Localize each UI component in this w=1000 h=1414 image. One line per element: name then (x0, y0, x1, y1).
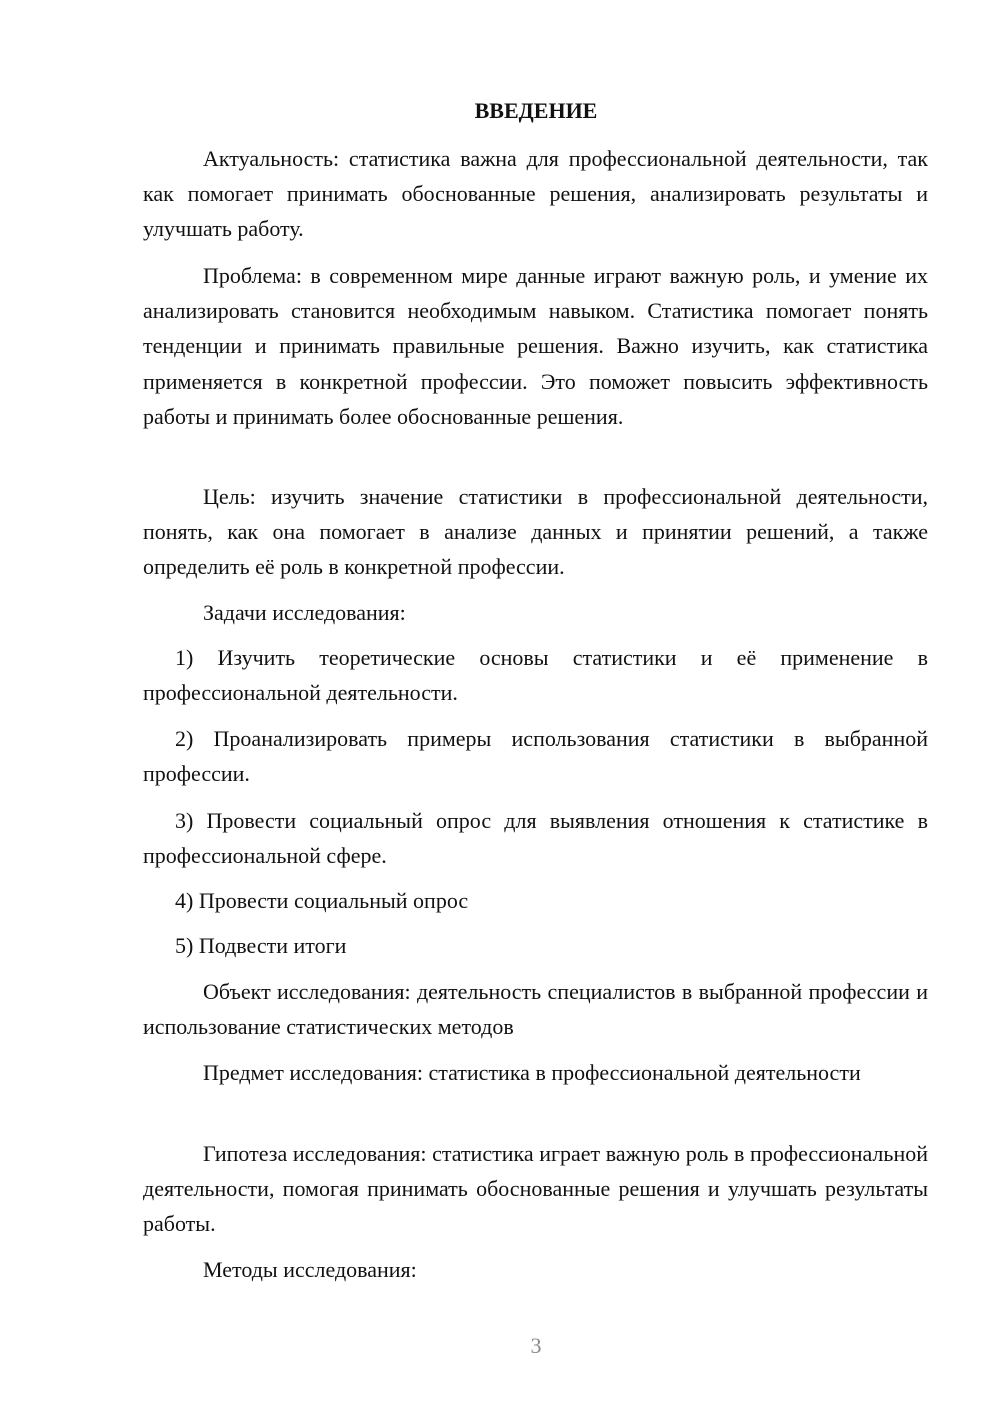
methods-paragraph: Методы исследования: (203, 1257, 417, 1282)
task-item-2: 2) Проанализировать примеры использования статистики в выбранной профессии. (143, 726, 928, 787)
goal-paragraph: Цель: изучить значение статистики в профессиональной деятельности, понять, как она помогает в анализе данных и принятии решений, а также определить её роль в конкретной профессии. (143, 484, 928, 580)
subject-paragraph: Предмет исследования: статистика в профессиональной деятельности (203, 1060, 861, 1085)
task-item-3: 3) Провести социальный опрос для выявления отношения к статистике в профессиональной сфере. (143, 808, 928, 869)
object-paragraph: Объект исследования: деятельность специалистов в выбранной профессии и использование статистических методов (143, 979, 928, 1040)
tasks-heading: Задачи исследования: (203, 600, 406, 625)
page-number: 3 (530, 1333, 542, 1358)
relevance-paragraph: Актуальность: статистика важна для профессиональной деятельности, так как помогает принимать обоснованные решения, анализировать результаты и улучшать работу. (143, 146, 928, 242)
page-title: ВВЕДЕНИЕ (474, 98, 598, 123)
task-item-1: 1) Изучить теоретические основы статистики и её применение в профессиональной деятельности. (143, 645, 928, 706)
problem-paragraph: Проблема: в современном мире данные играют важную роль, и умение их анализировать становится необходимым навыком. Статистика помогает понять тенденции и принимать правильные решения. Важно изучить, как статистика применяется в конкретной профессии. Это поможет повысить эффективность работы и принимать более обоснованные решения. (143, 263, 928, 429)
task-item-4: 4) Провести социальный опрос (175, 888, 469, 913)
hypothesis-paragraph: Гипотеза исследования: статистика играет важную роль в профессиональной деятельности, помогая принимать обоснованные решения и улучшать результаты работы. (143, 1141, 928, 1237)
task-item-5: 5) Подвести итоги (175, 933, 347, 958)
